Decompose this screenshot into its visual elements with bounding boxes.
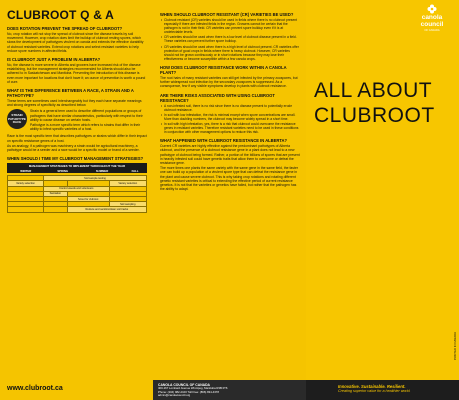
bullet-item: • CR varieties should be used when there is a high level of clubroot present. CR varieties offer protection of good crops in fields where there is heavy clubroot. However, CR varieties should not be grown continuously or in short rotations because they may lose their effectiveness or become susceptible within a few canola crops.	[164, 45, 300, 61]
section-text: Current CR varieties are highly effective against the predominant pathotypes of Alberta clubroot, and the presence of a clubroot resistance gene in a plant does not lead to a new pathotype of clubroot being formed. Rather, a portion of the billions of spores that are present in heavily infested soil could have genetic traits that allow them to overcome or defeat the resistance gene.	[160, 144, 300, 166]
section-heading: WHAT IS THE DIFFERENCE BETWEEN A RACE, A STRAIN AND A PATHOTYPE?	[7, 88, 134, 99]
canola-council-logo	[413, 4, 451, 38]
section-text: The root hairs of many resistant varieties can still get infected by the primary zoospores, but further widespread root infection by the secondary zoospores is suppressed. As a consequence, few if any visible symptoms develop in plants with clubroot resistance.	[160, 75, 298, 89]
section-heading: WHEN SHOULD I TIME MY CLUBROOT MANAGEMENT STRATEGIES?	[7, 156, 144, 162]
section-text: These terms are sometimes used interchangeably but they each have separate meanings and strong degrees of specificity as described below.	[7, 99, 142, 108]
bullet-item: • CR varieties should be used when there is a low level of clubroot disease present in a field. These varieties can prevent further spore buildup.	[164, 35, 300, 43]
org-email[interactable]: admin@canolacouncil.org	[158, 393, 191, 398]
circle-label-race: RACE	[12, 120, 22, 125]
table-row: Scout for clubroot	[8, 197, 147, 202]
org-address: 400-167 Lombard Avenue Winnipeg, Manitoba R3B 0T6	[158, 386, 228, 390]
table-col-header: WINTER	[7, 168, 44, 173]
bullet-item: • In soil with high infestation, yes, there is a risk that clubroot could overcome the resistance genes in resistant varieties. Therefore resistant varieties need to be used in these conditions in conjunction with other management options to reduce this risk.	[164, 122, 300, 134]
bullet-item: • Clubroot resistant (CR) varieties should be used in fields where there is no clubroot present especially if there are infested fields in the region. Growers cannot be certain that the pathogen is not in their field. CR varieties can prevent spore buildup even if it is at undetectable levels.	[164, 18, 300, 34]
cover-panel	[306, 0, 459, 400]
table-col-header: SUMMER	[81, 168, 123, 173]
table-row: Control weeds and volunteers	[8, 186, 147, 191]
tagline-secondary: Creating superior value for a healthier world.	[338, 389, 411, 393]
nested-circle-diagram	[7, 109, 27, 129]
table-row: Sanitation	[8, 191, 147, 196]
qa-title: CLUBROOT Q & A	[7, 8, 115, 22]
table-row: Soil sampling	[8, 202, 147, 207]
org-name: CANOLA COUNCIL OF CANADA	[158, 383, 210, 387]
logo-word-council: council	[420, 21, 444, 28]
table-row: Reduce and sanitize/clean soil tracks	[8, 207, 147, 212]
management-table-body	[7, 175, 147, 212]
cover-title-line1: ALL ABOUT	[314, 79, 433, 102]
section-heading: ARE THERE RISKS ASSOCIATED WITH USING CLUBROOT RESISTANCE?	[160, 92, 275, 103]
tagline-primary: Innovative. Sustainable. Resilient.	[338, 384, 406, 389]
strain-definition: Strain is a general term used to describe different populations or groups of pathogens that have similar characteristics, particularly with respect to their ability to cause disease on certain hosts.	[30, 109, 143, 122]
cover-title	[314, 78, 435, 128]
left-panel-content	[7, 8, 147, 378]
middle-panel-content	[160, 8, 300, 378]
org-phone: Phone: (204) 982-2100 Toll Free: (866) 834-4378	[158, 389, 219, 394]
table-title: MANAGEMENT STRATEGIES TO IMPLEMENT THROUGHOUT THE YEAR	[7, 163, 147, 168]
section-heading: WHEN SHOULD CLUBROOT RESISTANT (CR) VARIETIES BE USED?	[160, 12, 294, 17]
analogy-text: As an analogy, if a pathogen was machinery a strain would be agricultural machinery, a pathotype would be a seeder and a race would be a specific model or brand of a seeder.	[7, 143, 140, 153]
flower-icon	[427, 4, 437, 14]
section-heading: WHAT HAPPENED WITH CLUBROOT RESISTANCE IN ALBERTA?	[160, 138, 287, 144]
circle-label-pathotype: PATHOTYPE	[8, 116, 26, 121]
section-text: The more times one plants the same variety with the same gene in the same field, the faster one can build up a population of a virulent spore type that can defeat the resistance gene in the plant and cause severe clubroot. This is why taking crop rotations and rotating different genetic resistant varieties is critical to extending the effective period of current resistance genetics. It is not that the varieties or genetics have failed, but rather that the pathogen has the ability to adapt.	[160, 166, 298, 192]
tagline-footer	[306, 380, 459, 400]
section-heading: IS CLUBROOT JUST A PROBLEM IN ALBERTA?	[7, 57, 101, 63]
definitions-block	[7, 109, 147, 132]
bullet-item: • A non-infested soil, there is no risk since there is no disease present to potentially erode clubroot resistance.	[164, 104, 300, 112]
left-panel	[0, 0, 153, 400]
section-heading: HOW DOES CLUBROOT RESISTANCE WORK WITHIN A CANOLA PLANT?	[160, 64, 287, 75]
definitions-text	[30, 109, 147, 132]
management-table	[7, 163, 147, 173]
table-row: Soil sample testing	[8, 176, 147, 181]
table-col-header: SPRING	[44, 168, 80, 173]
table-row: Variety selection Variety selection	[8, 181, 147, 186]
bullet-item: • In soil with low infestation, the risk is minimal except when spore concentrations are small. More than doubling numbers, the clubroot may become widely spread in a short time.	[164, 113, 300, 121]
section-text: No, crop rotation will not stop the spread of clubroot since the disease travels by soil movement. However, crop rotation does limit the buildup of clubroot resting spores, which slows the development of pathotypes virulent on canola and extends the effective durability of clubroot resistant varieties. Extend crop rotations and select resistant varieties to help reduce spore numbers in affected fields.	[7, 32, 144, 53]
race-definition: Race is the most specific term that describes pathotypes or strains which differ in their impact on specific resistance genes of a host.	[7, 134, 147, 143]
logo-word-canola: canola	[421, 14, 443, 21]
middle-panel	[153, 0, 306, 400]
section-text: No, the disease is more severe in Alberta and growers have increased risk of the disease establishing, but the management strategies recommended for Alberta should also be adhered to in Saskatchewan and Manitoba. Preventing the introduction of this disease is even more important for locations that don't have it; an ounce of prevention is worth a pound of cure.	[7, 63, 146, 84]
table-col-header: FALL	[123, 168, 147, 173]
logo-word-of-canada: OF CANADA	[424, 29, 440, 32]
cover-title-line2: CLUBROOT	[314, 104, 435, 127]
website-link[interactable]: www.clubroot.ca	[7, 385, 63, 392]
circle-label-strain: STRAIN	[11, 113, 23, 118]
vertical-print-code: PRINTED IN CANADA	[453, 331, 457, 360]
contact-footer	[153, 380, 306, 400]
pathotype-definition: Pathotype is a more specific term which refers to strains that differ in their ability to infect specific varieties of a host.	[30, 123, 141, 132]
section-heading: DOES ROTATION PREVENT THE SPREAD OF CLUBROOT?	[7, 26, 123, 31]
